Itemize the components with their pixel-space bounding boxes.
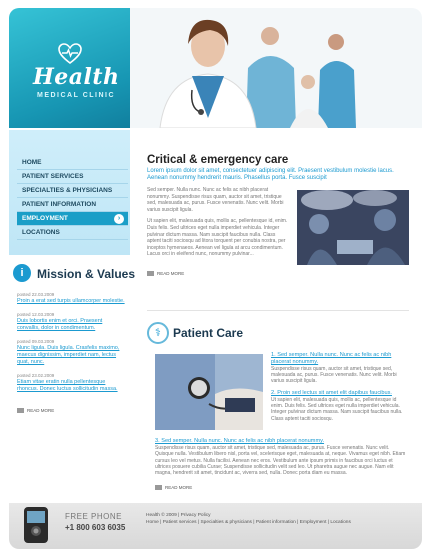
news-date: posted 23.02.2009 bbox=[17, 373, 55, 378]
list-item bbox=[271, 390, 409, 422]
critical-read-more-button[interactable] bbox=[147, 271, 184, 276]
divider bbox=[147, 310, 409, 311]
phone-number: +1 800 603 6035 bbox=[65, 523, 126, 532]
read-more-label: READ MORE bbox=[165, 484, 193, 490]
logo-title: Health bbox=[33, 64, 120, 90]
critical-care-text bbox=[147, 187, 289, 281]
copyright[interactable]: Health © 2009 | Privacy Policy bbox=[146, 513, 211, 518]
patient-read-more-button[interactable] bbox=[155, 485, 192, 490]
footer-links[interactable]: Home | Patient services | Specialties & physicians | Patient information | Employment | Locations bbox=[146, 520, 351, 525]
logo-subtitle: MEDICAL CLINIC bbox=[37, 92, 116, 99]
list-item-desc: Ut sapien elit, malesuada quis, mollis ac, pellentesque id enim. Duis felis. Sed ultrices eget nulla imperdiet vehicula. Integer pulvinar dictum massa. Nam suscipit faucibus nulla. Class aptent taciti sociosqu. bbox=[271, 396, 403, 422]
critical-care-section bbox=[147, 154, 409, 276]
read-more-icon bbox=[147, 271, 154, 276]
list-item-desc: Suspendisse risus quam, auctor sit amet, tristique sed, malesuada ac, purus. Fusce venenatis. Nunc velit. Quisque nulla. Vestibulum libero nisl, porta vel, scelerisque eget, malesuada at, neque. Vivamus eget nibh. Etiam cursus leo vel metus. Nulla facilisi. Aenean nec eros. Vestibulum ante ipsum primis in faucibus orci luctus et ultrices posuere cubilia Curae; Suspendisse sollicitudin velit sed leo. Ut pharetra augue nec augue. Nam elit magna, hendrerit sit amet, tincidunt ac, viverra sed, nulla. Donec porta diam eu massa. bbox=[155, 444, 406, 477]
phone-icon bbox=[16, 505, 58, 545]
news-date: posted 22.03.2009 bbox=[17, 292, 55, 297]
list-item-desc: Suspendisse risus quam, auctor sit amet, tristique sed, malesuada ac, purus. Fusce venenatis. Nunc velit. Morbi varius suscipit ligula. bbox=[271, 365, 397, 385]
news-date: posted 09.03.2009 bbox=[17, 339, 55, 344]
nav-item-home[interactable]: HOME bbox=[17, 156, 128, 170]
nav-item-patient-information[interactable]: PATIENT INFORMATION bbox=[17, 198, 128, 212]
news-link[interactable]: Duis lobortis enim et orci. Praesent convallis, dolor in condimentum. bbox=[17, 318, 103, 331]
nav-item-employment-label: EMPLOYMENT bbox=[22, 215, 68, 222]
surgery-photo bbox=[297, 190, 409, 265]
news-item bbox=[17, 312, 125, 332]
logo[interactable] bbox=[9, 8, 130, 128]
news-item bbox=[17, 339, 125, 366]
nav-item-locations[interactable]: LOCATIONS bbox=[17, 226, 128, 240]
patient-care-list bbox=[271, 352, 409, 427]
paragraph: Sed semper. Nulla nunc. Nunc ac felis ac nibh placerat nonummy. Suspendisse risus quam, auctor sit amet, tristique sed, malesuada ac, purus. Fusce venenatis. Nunc velit. Morbi varius suscipit ligula. bbox=[147, 187, 284, 213]
list-item bbox=[271, 352, 409, 385]
footer bbox=[9, 503, 422, 549]
news-link[interactable]: Nunc ligula. Duis ligula. Crasfelis maximo, maecus dignissim, imperdiet nam, lectus quat, nunc. bbox=[17, 345, 120, 365]
medical-icon: ⚕ bbox=[147, 322, 169, 344]
info-icon: i bbox=[13, 264, 31, 282]
doctors-illustration bbox=[130, 8, 422, 128]
page bbox=[9, 8, 422, 549]
list-item-link[interactable]: 1. Sed semper. Nulla nunc. Nunc ac felis ac nibh placerat nonummy. bbox=[271, 352, 392, 365]
read-more-label: READ MORE bbox=[157, 270, 185, 276]
hero-image bbox=[130, 8, 422, 128]
sidebar-nav bbox=[9, 130, 130, 255]
blood-pressure-photo bbox=[155, 354, 263, 430]
nav-list bbox=[17, 156, 128, 240]
chevron-right-icon: › bbox=[114, 214, 124, 224]
critical-care-title: Critical & emergency care bbox=[147, 154, 289, 166]
news-link[interactable]: Proin a erat sed turpis ullamcorper molestie. bbox=[17, 298, 125, 304]
paragraph: Ut sapien elit, malesuada quis, mollis ac, pellentesque id, enim. Duis felis. Sed ultrices eget nulla imperdiet vehicula. Integer pulvinar dictum massa. Nam suscipit faucibus nulla. Class aptent taciti sociosqu ad litora torquent per conubia nostra, per inceptos hymenaeos. Aenean vel ligula at arcu condimentum. Lacus orci in eleifend nunc, nonummy pulvinar... bbox=[147, 218, 288, 258]
nav-item-specialties[interactable]: SPECIALTIES & PHYSICIANS bbox=[17, 184, 128, 198]
nav-item-employment[interactable] bbox=[17, 212, 128, 226]
news-item bbox=[17, 292, 125, 305]
patient-care-title: Patient Care bbox=[173, 326, 244, 340]
patient-care-item-3 bbox=[155, 438, 409, 495]
nav-item-patient-services[interactable]: PATIENT SERVICES bbox=[17, 170, 128, 184]
news-list bbox=[17, 292, 125, 418]
read-more-icon bbox=[155, 485, 162, 490]
mission-read-more-button[interactable] bbox=[17, 408, 54, 413]
mission-title: Mission & Values bbox=[37, 267, 136, 281]
free-phone-label: FREE PHONE bbox=[65, 512, 123, 521]
news-item bbox=[17, 373, 125, 393]
list-item-link[interactable]: 3. Sed semper. Nulla nunc. Nunc ac felis ac nibh placerat nonummy. bbox=[155, 438, 325, 444]
list-item-link[interactable]: 2. Proin sed lectus sit amet elit dapibus faucibus. bbox=[271, 389, 392, 396]
news-date: posted 12.03.2009 bbox=[17, 312, 55, 317]
read-more-label: READ MORE bbox=[27, 408, 55, 413]
critical-care-lead: Lorem ipsum dolor sit amet, consectetuer adipiscing elit. Praesent vestibulum molestie lacus. Aenean nonummy hendrerit mauris. Phasellus porta. Fusce suscipit bbox=[147, 168, 394, 181]
heart-icon bbox=[58, 43, 82, 65]
news-link[interactable]: Etiam vitae eratin nulla pellentesque rhoncus. Donec luctus sollicitudin massa. bbox=[17, 379, 118, 392]
read-more-icon bbox=[17, 408, 24, 413]
